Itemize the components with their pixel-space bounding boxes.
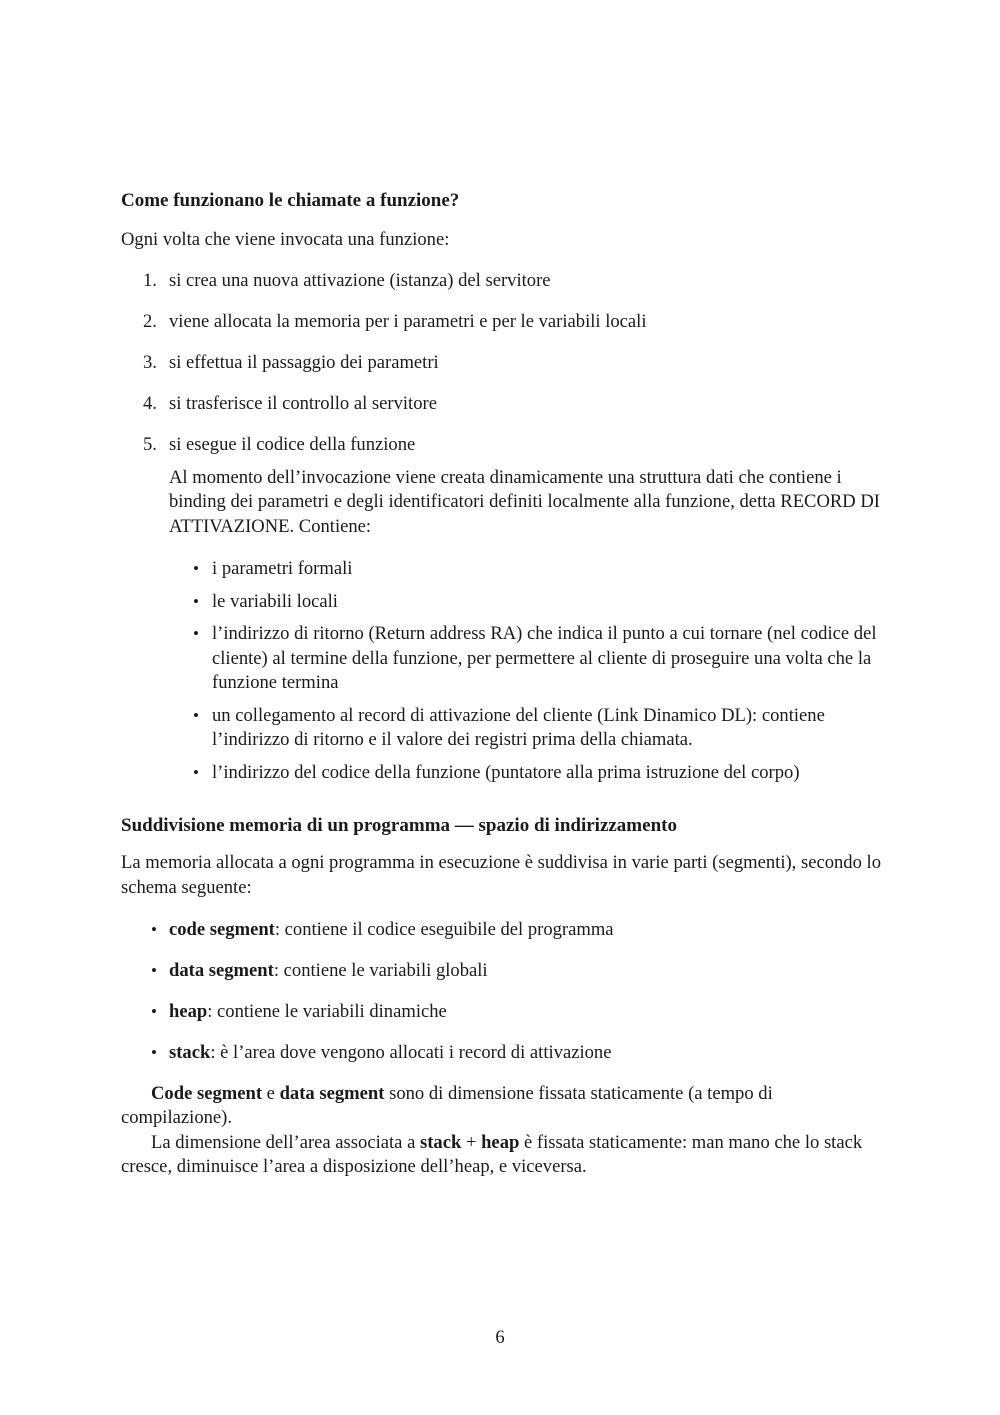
section-heading-function-calls: Come funzionano le chiamate a funzione? [121, 190, 460, 211]
list-item [169, 704, 881, 753]
intro-paragraph: Ogni volta che viene invocata una funzione: [121, 229, 450, 250]
text-fragment: sono di dimensione fissata staticamente (a tempo di compilazione). [121, 1082, 773, 1128]
text-fragment: e [262, 1082, 280, 1104]
segment-description: : contiene le variabili dinamiche [207, 1001, 447, 1022]
list-item [169, 761, 881, 786]
item-text: l’indirizzo del codice della funzione (puntatore alla prima istruzione del corpo) [212, 761, 800, 783]
segment-term: heap [169, 1001, 208, 1022]
item-text: si crea una nuova attivazione (istanza) del servitore [169, 270, 551, 291]
item-text: le variabili locali [212, 590, 338, 612]
item-number: 1. [143, 270, 157, 291]
bullet-icon: • [193, 624, 199, 643]
list-item [121, 959, 881, 984]
list-item [121, 918, 881, 943]
page-number: 6 [495, 1327, 505, 1348]
item-text: viene allocata la memoria per i parametri e per le variabili locali [169, 311, 647, 332]
segment-description: : contiene le variabili globali [273, 960, 488, 981]
item-number: 2. [143, 311, 157, 332]
bullet-icon: • [151, 1043, 157, 1062]
text-fragment: La dimensione dell’area associata a [151, 1131, 420, 1153]
bullet-icon: • [193, 559, 199, 578]
bold-term: stack [419, 1131, 462, 1153]
list-item [121, 433, 881, 785]
bullet-icon: • [193, 705, 199, 725]
item-text: si effettua il passaggio dei parametri [169, 352, 439, 373]
segment-term: code segment [169, 919, 275, 940]
section-heading-memory-layout: Suddivisione memoria di un programma — spazio di indirizzamento [121, 815, 677, 836]
item-number: 5. [143, 434, 157, 455]
list-item [121, 269, 881, 294]
record-contents-list [169, 557, 881, 785]
bullet-icon: • [193, 591, 199, 611]
bullet-icon: • [151, 961, 157, 980]
list-item [169, 557, 881, 582]
document-body [121, 188, 881, 1180]
text-fragment: è fissata staticamente: man mano che lo stack cresce, diminuisce l’area a disposizione dell’heap, e viceversa. [121, 1131, 863, 1177]
static-size-paragraph [121, 1082, 881, 1131]
bullet-icon: • [151, 1002, 157, 1021]
segment-term: data segment [169, 960, 274, 981]
list-item [121, 392, 881, 417]
item-text: si trasferisce il controllo al servitore [169, 393, 437, 414]
list-item [121, 310, 881, 335]
steps-list [121, 269, 881, 785]
list-item [121, 1000, 881, 1025]
item-number: 3. [143, 352, 157, 373]
record-description: Al momento dell’invocazione viene creata dinamicamente una struttura dati che contiene i binding dei parametri e degli identificatori definiti localmente alla funzione, detta RECORD DI ATTIVAZIONE. Contiene: [169, 466, 880, 537]
segments-list [121, 918, 881, 1066]
bullet-icon: • [193, 762, 199, 782]
segment-description: : è l’area dove vengono allocati i record di attivazione [210, 1042, 612, 1063]
intro-paragraph: La memoria allocata a ogni programma in esecuzione è suddivisa in varie parti (segmenti), secondo lo schema seguente: [121, 852, 882, 898]
item-number: 4. [143, 393, 157, 414]
item-text: un collegamento al record di attivazione del cliente (Link Dinamico DL): contiene l’indirizzo di ritorno e il valore dei registri prima della chiamata. [212, 704, 825, 750]
list-item [169, 622, 881, 696]
bold-term: Code segment [151, 1082, 263, 1104]
list-item [169, 590, 881, 615]
item-text: l’indirizzo di ritorno (Return address RA) che indica il punto a cui tornare (nel codice del cliente) al termine della funzione, per permettere al cliente di proseguire una volta che la funzione termina [212, 623, 877, 693]
bold-term: data segment [279, 1082, 385, 1104]
stack-heap-paragraph [121, 1131, 881, 1180]
list-item [121, 1041, 881, 1066]
text-fragment: + [461, 1131, 482, 1153]
segment-description: : contiene il codice eseguibile del programma [274, 919, 614, 940]
segment-term: stack [169, 1042, 211, 1063]
list-item [121, 351, 881, 376]
item-text: si esegue il codice della funzione [169, 434, 416, 455]
bullet-icon: • [151, 920, 157, 939]
item-text: i parametri formali [212, 558, 353, 579]
bold-term: heap [481, 1131, 520, 1153]
